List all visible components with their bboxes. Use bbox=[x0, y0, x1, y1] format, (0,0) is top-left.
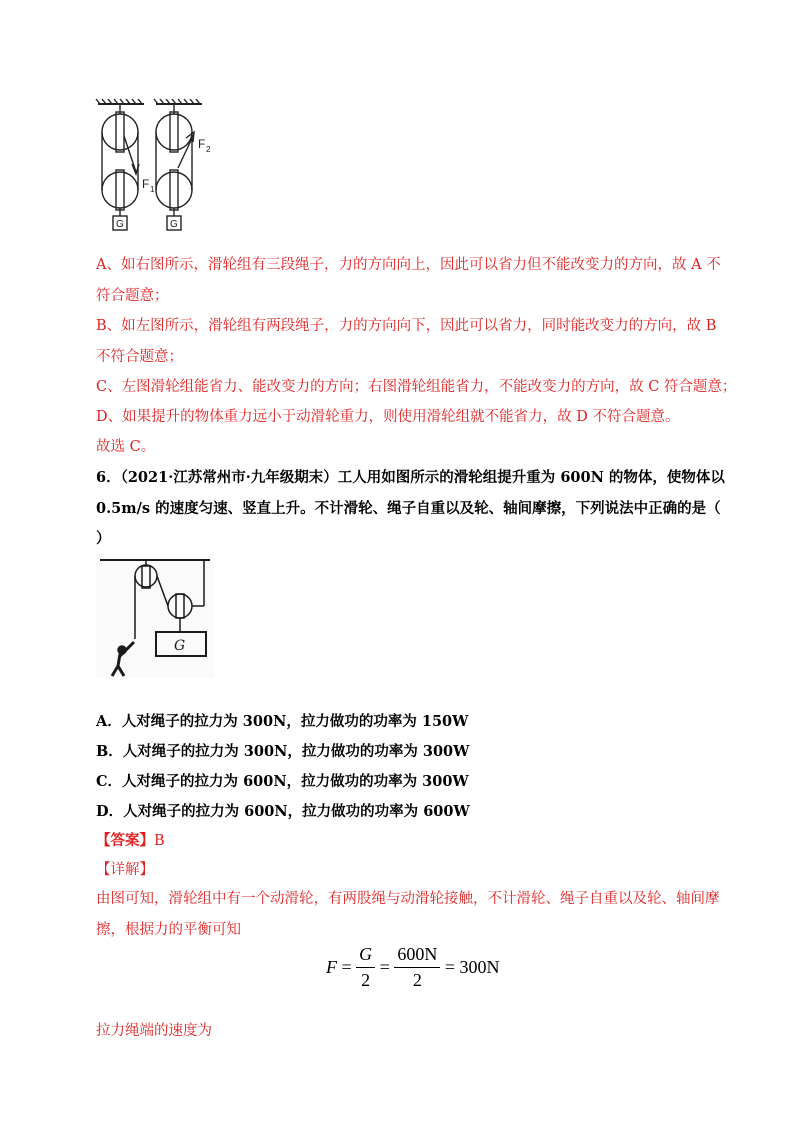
formula-fraction-2 bbox=[394, 944, 440, 991]
pulley-system-left bbox=[96, 99, 144, 230]
formula-eq1: = bbox=[341, 957, 352, 977]
force-formula bbox=[326, 944, 499, 991]
analysis-conclusion: 故选 C。 bbox=[96, 439, 156, 455]
formula-lhs: F bbox=[326, 957, 337, 977]
analysis-d-line: D、如果提升的物体重力远小于动滑轮重力，则使用滑轮组就不能省力，故 D 不符合题意。 bbox=[96, 409, 680, 425]
analysis-b-line1: B、如左图所示，滑轮组有两段绳子，力的方向向下，因此可以省力，同时能改变力的方向，故 B bbox=[96, 318, 717, 334]
weight-label-fig2: G bbox=[174, 638, 186, 654]
fraction2-numerator: 600N bbox=[394, 944, 440, 968]
option-b: B．人对绳子的拉力为 300N，拉力做功的功率为 300W bbox=[96, 743, 470, 760]
formula-result: 300N bbox=[459, 957, 500, 977]
detail-line2: 擦，根据力的平衡可知 bbox=[96, 922, 241, 938]
analysis-c-line: C、左图滑轮组能省力、能改变力的方向；右图滑轮组能省力，不能改变力的方向，故 C 符合题意； bbox=[96, 379, 737, 395]
formula-eq3: = bbox=[444, 957, 455, 977]
analysis-a-line1: A、如右图所示，滑轮组有三段绳子，力的方向向上，因此可以省力但不能改变力的方向，故 A 不 bbox=[96, 257, 721, 273]
question6-line1: 6．（2021·江苏常州市·九年级期末）工人用如图所示的滑轮组提升重为 600N 的物体，使物体以 bbox=[96, 469, 725, 486]
force-label-f1: F bbox=[142, 177, 150, 191]
formula-fraction-1 bbox=[356, 944, 375, 991]
fraction2-denominator: 2 bbox=[412, 970, 422, 990]
weight-label-left: G bbox=[116, 219, 124, 230]
force-subscript-f2: 2 bbox=[206, 145, 211, 154]
fraction1-denominator: 2 bbox=[361, 970, 371, 990]
detail-label: 【详解】 bbox=[96, 862, 154, 878]
detail-line1: 由图可知，滑轮组中有一个动滑轮，有两股绳与动滑轮接触，不计滑轮、绳子自重以及轮、轴间摩 bbox=[96, 891, 720, 907]
answer-line bbox=[96, 829, 165, 850]
force-subscript-f1: 1 bbox=[150, 185, 155, 194]
pulley-figure-2 bbox=[96, 554, 214, 678]
option-a: A．人对绳子的拉力为 300N，拉力做功的功率为 150W bbox=[96, 713, 469, 730]
fraction1-numerator: G bbox=[356, 944, 375, 968]
answer-label: 【答案】 bbox=[96, 832, 154, 849]
question6-line3: ） bbox=[96, 530, 111, 547]
option-d: D．人对绳子的拉力为 600N，拉力做功的功率为 600W bbox=[96, 803, 470, 820]
question6-line2: 0.5m/s 的速度匀速、竖直上升。不计滑轮、绳子自重以及轮、轴间摩擦，下列说法中正确的是（ bbox=[96, 500, 721, 517]
detail-line3: 拉力绳端的速度为 bbox=[96, 1023, 212, 1039]
answer-value: B bbox=[154, 833, 165, 849]
force-label-f2: F bbox=[198, 137, 206, 151]
formula-eq2: = bbox=[379, 957, 390, 977]
pulley-system-right bbox=[154, 99, 202, 230]
analysis-a-line2: 符合题意； bbox=[96, 288, 169, 304]
weight-label-right: G bbox=[170, 219, 178, 230]
option-c: C．人对绳子的拉力为 600N，拉力做功的功率为 300W bbox=[96, 773, 469, 790]
analysis-b-line2: 不符合题意； bbox=[96, 349, 183, 365]
pulley-figure-1 bbox=[94, 98, 234, 238]
